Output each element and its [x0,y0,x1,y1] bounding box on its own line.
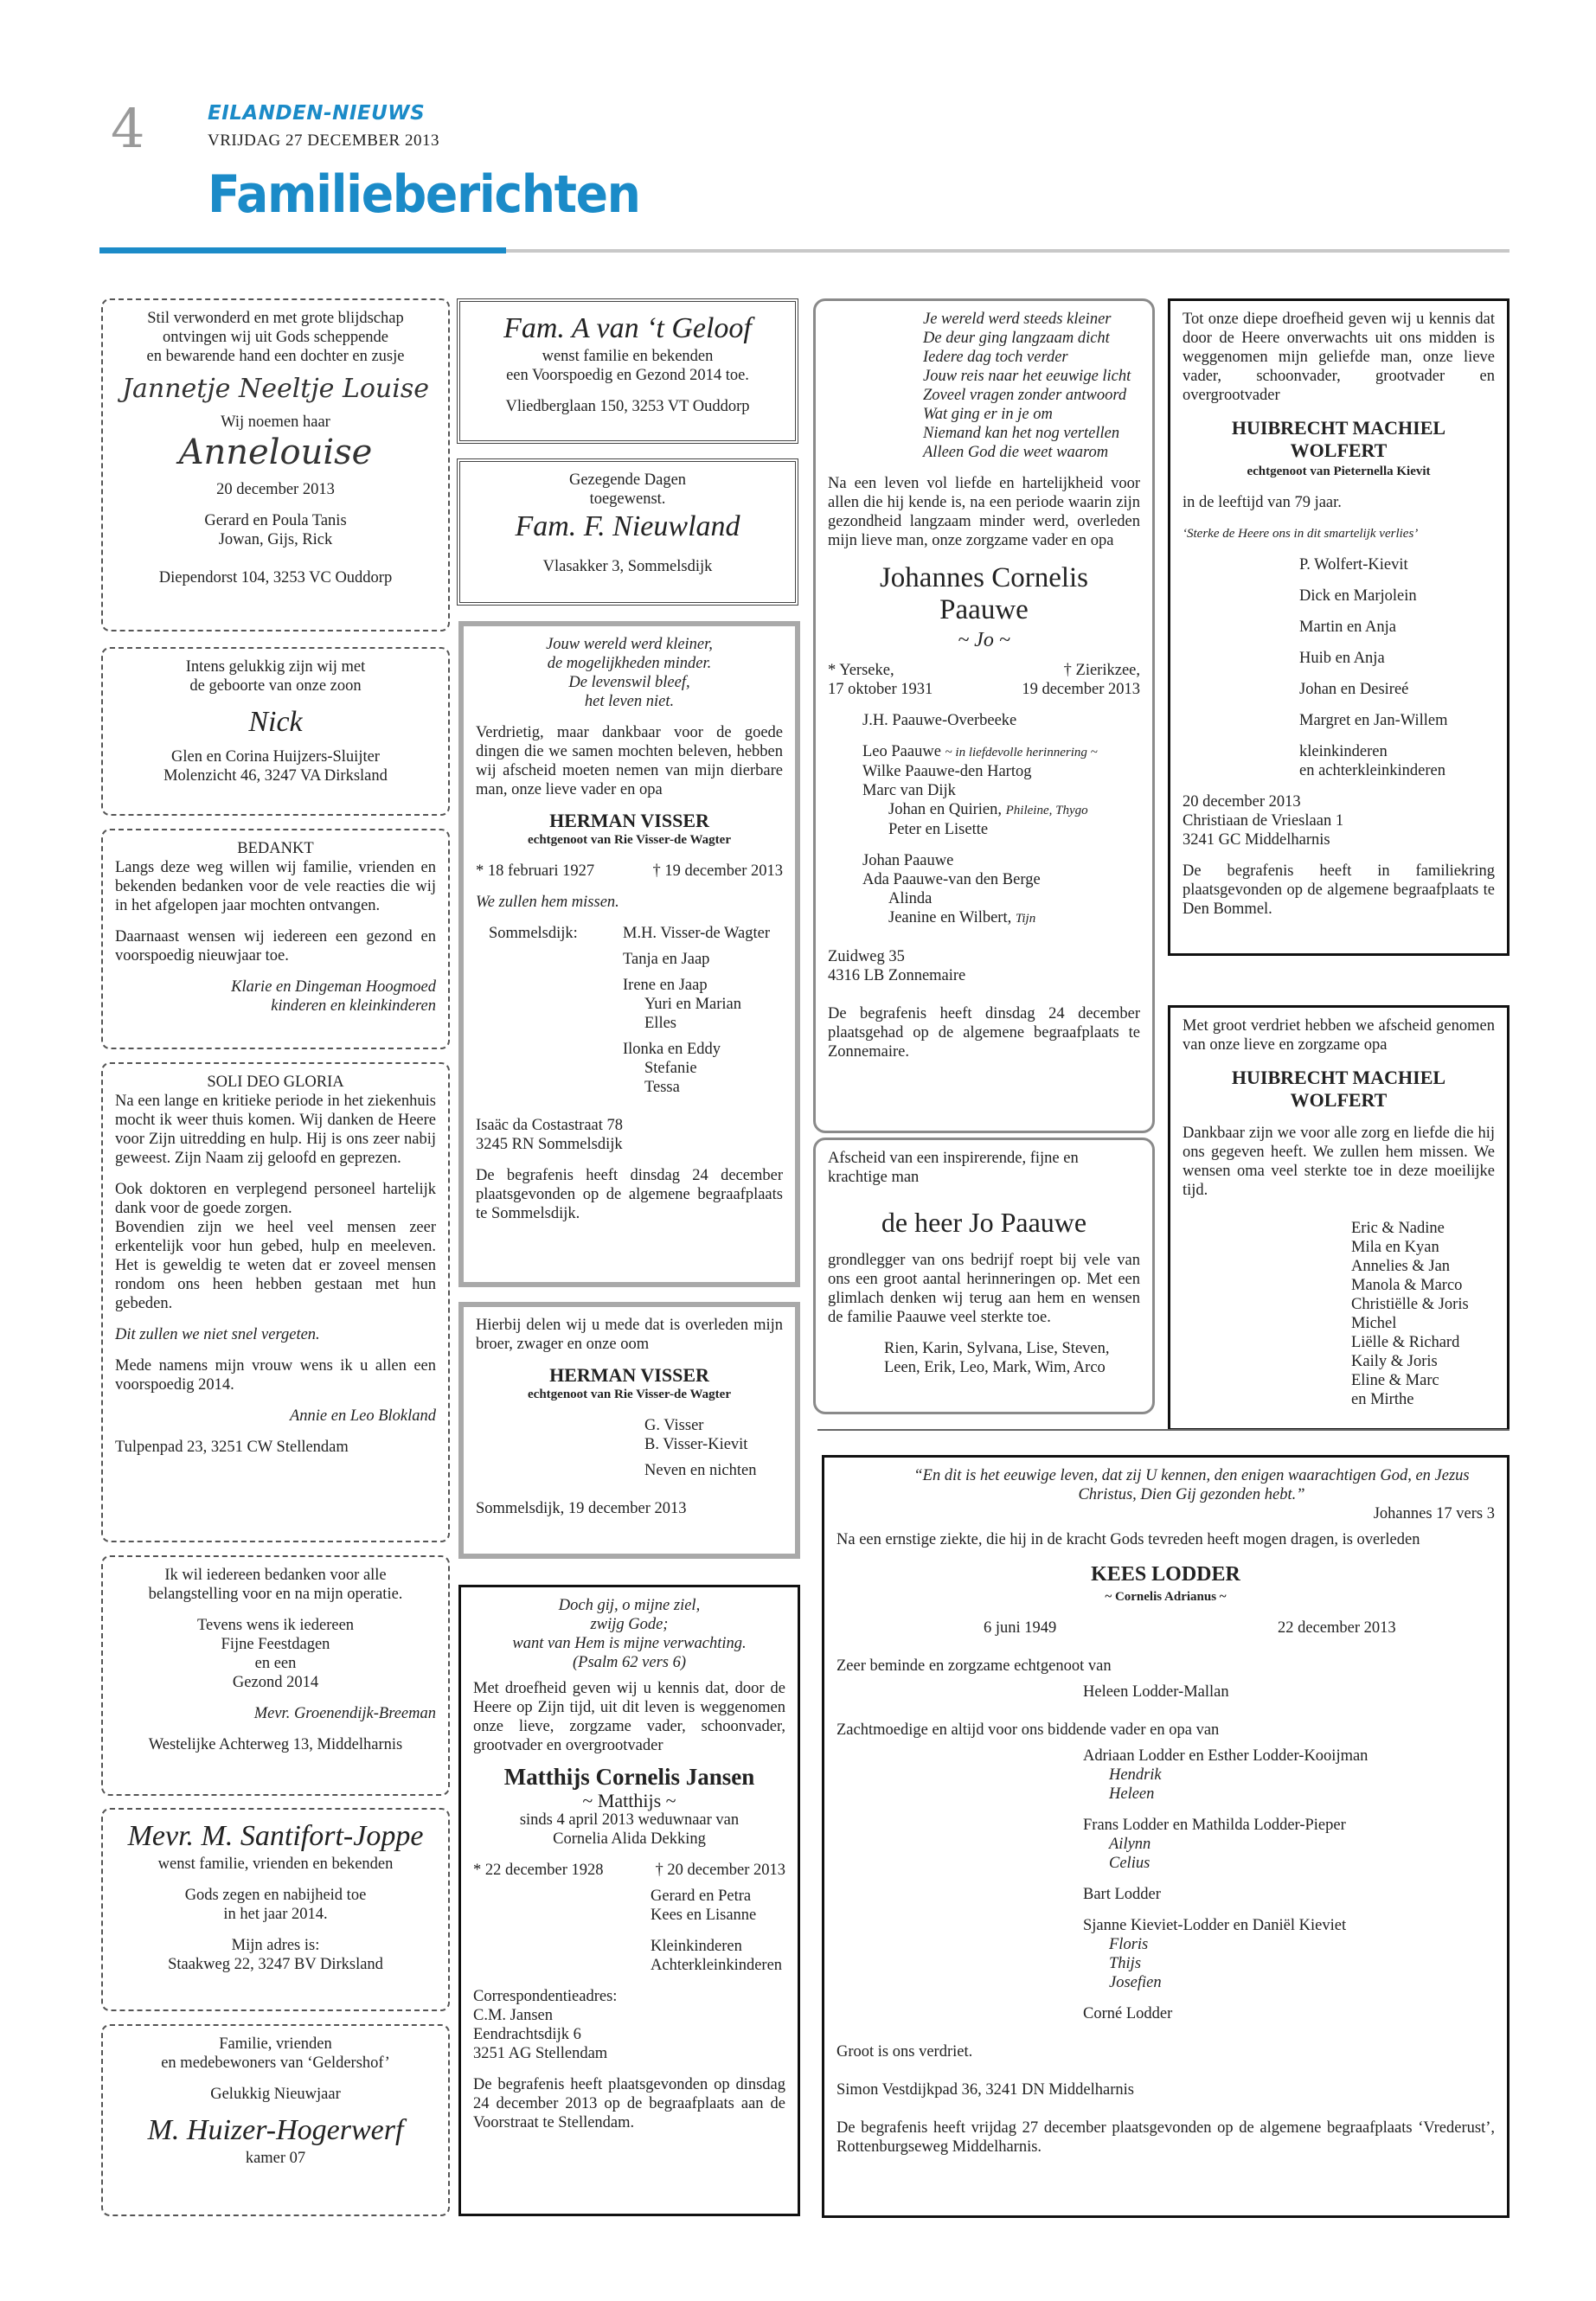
siblings: Jowan, Gijs, Rick [218,531,333,548]
sender-name: Fam. F. Nieuwland [515,510,740,542]
address: Westelijke Achterweg 13, Middelharnis [148,1736,403,1753]
family-member: Adriaan Lodder en Esther Lodder-Kooijman [1083,1747,1368,1765]
poem-line: De deur ging langzaam dicht [923,330,1110,347]
deceased-name: de heer Jo Paauwe [881,1207,1087,1238]
grandchild-name: Hendrik [1109,1766,1162,1784]
address: Tulpenpad 23, 3251 CW Stellendam [115,1439,349,1456]
text-line: Ik wil iedereen bedanken voor alle [164,1567,387,1584]
birth-notice-tanis [101,298,450,631]
grandchild-name: Celius [1109,1855,1151,1872]
grandchild-name: Michel [1351,1315,1397,1332]
signatories: Rien, Karin, Sylvana, Lise, Steven, [884,1340,1110,1357]
thanks-notice-groenendijk [101,1555,450,1796]
intro-line: de geboorte van onze zoon [189,677,362,695]
address: 4316 LB Zonnemaire [828,967,966,984]
address: Staakweg 22, 3247 BV Dirksland [168,1956,383,1973]
text-line: Tevens wens ik iedereen [196,1617,355,1634]
parents: Gerard en Poula Tanis [204,512,347,529]
text-line: Groot is ons verdriet. [836,2043,973,2061]
text-line: een Voorspoedig en Gezond 2014 toe. [506,367,749,384]
address: 3245 RN Sommelsdijk [476,1136,623,1153]
address: 3241 GC Middelharnis [1183,831,1330,849]
grandchild-name: Christiëlle & Joris [1351,1296,1469,1313]
grandchild-name: Thijs [1109,1955,1142,1972]
family-member: Ada Paauwe-van den Berge [862,871,1041,888]
text-line: Zachtmoedige en altijd voor ons biddende vader en opa van [836,1721,1220,1739]
text-line: sinds 4 april 2013 weduwnaar van [519,1811,740,1829]
intro: Met droefheid geven wij u kennis dat, door de Heere op Zijn tijd, uit dit leven is weggenomen onze lieve, zorgzame vader, schoonvader, grootvader en overgrootvader [473,1680,785,1754]
newspaper-logo: EILANDEN-NIEUWS [208,102,426,125]
birth-date: * 22 december 1928 [473,1862,604,1879]
signature: Annie en Leo Blokland [289,1407,436,1425]
poem-line: Iedere dag toch verder [923,349,1068,366]
text-line: Gezegende Dagen [568,471,687,489]
column-divider [817,1429,1509,1431]
grandchild-name: Josefien [1109,1974,1162,1991]
poem-line: want van Hem is mijne verwachting. [512,1635,747,1652]
obituary-visser-family [458,621,800,1287]
place: Sommelsdijk: [489,925,578,942]
text-line: Gelukkig Nieuwjaar [210,2086,341,2103]
obituary-visser-siblings [458,1302,800,1559]
address: Zuidweg 35 [828,948,905,965]
call-name: ~ Jo ~ [958,629,1010,651]
thanks-notice-hoogmoed [101,829,450,1049]
spouse-line: echtgenoot van Pieternella Kievit [1247,465,1431,478]
paragraph: Langs deze weg willen wij familie, vrienden en bekenden bedanken voor de vele reacties die wij in het afgelopen jaar mochten ontvangen. [115,859,436,914]
grandchild-name: Liëlle & Richard [1351,1334,1460,1351]
deceased-name: Paauwe [939,594,1029,625]
deceased-name: HERMAN VISSER [549,1364,709,1386]
family-member: Frans Lodder en Mathilda Lodder-Pieper [1083,1817,1346,1834]
notice-title: SOLI DEO GLORIA [207,1074,344,1091]
signatories: Leen, Erik, Leo, Mark, Wim, Arco [884,1359,1106,1376]
spouse-line: echtgenoot van Rie Visser-de Wagter [528,833,731,847]
death-place: † Zierikzee, [1063,662,1140,679]
deceased-name: HERMAN VISSER [549,810,709,831]
death-date: † 19 december 2013 [652,862,783,880]
poem-line: Jouw wereld werd kleiner, [546,636,713,653]
grandchild-name: Ailynn [1109,1836,1151,1853]
paragraph: Daarnaast wensen wij iedereen een gezond en voorspoedig nieuwjaar toe. [115,928,436,965]
sender-name: Mevr. M. Santifort-Joppe [127,1820,424,1852]
family-member: en achterkleinkinderen [1299,762,1445,779]
birth-date: 20 december 2013 [216,481,335,498]
family-member: G. Visser [644,1417,704,1434]
spouse-name: Heleen Lodder-Mallan [1083,1683,1229,1701]
page-number: 4 [111,97,145,160]
intro: Na een ernstige ziekte, die hij in de kracht Gods tevreden heeft mogen dragen, is overleden [836,1531,1420,1548]
intro: Afscheid van een inspirerende, fijne en krachtige man [828,1150,1079,1186]
grandchild-name: Eric & Nadine [1351,1220,1445,1237]
birth-date: 17 oktober 1931 [828,681,933,698]
sender-name: M. Huizer-Hogerwerf [147,2114,404,2146]
poem-line: Je wereld werd steeds kleiner [923,311,1112,328]
family-member: Wilke Paauwe-den Hartog [862,763,1032,780]
address: Molenzicht 46, 3247 VA Dirksland [163,767,388,785]
bible-reference: Johannes 17 vers 3 [1373,1505,1495,1522]
child-name: Nick [248,706,303,738]
grandchild-name: Mila en Kyan [1351,1239,1439,1256]
family-member: Neven en nichten [644,1462,757,1479]
signature: kinderen en kleinkinderen [271,997,436,1015]
header-rule [506,249,1509,253]
header-rule-accent [99,247,506,253]
grandchild-name: Floris [1109,1936,1149,1953]
address: Isaäc da Costastraat 78 [476,1117,624,1134]
family-member: Elles [644,1015,676,1032]
family-member: Johan en Quirien, [888,801,1003,818]
section-title: Familieberichten [208,164,640,225]
text-line: Fijne Feestdagen [221,1636,330,1653]
address: Christiaan de Vrieslaan 1 [1183,812,1344,830]
obituary-lodder [822,1455,1509,2218]
death-date: 22 december 2013 [1278,1619,1396,1637]
obituary-jansen [458,1585,800,2216]
address: Simon Vestdijkpad 36, 3241 DN Middelharnis [836,2081,1134,2099]
family-member: P. Wolfert-Kievit [1299,556,1408,574]
full-name: Jannetje Neeltje Louise [121,374,429,404]
family-member: Sjanne Kieviet-Lodder en Daniël Kieviet [1083,1917,1347,1934]
funeral-info: De begrafenis heeft dinsdag 24 december plaatsgehad op de algemene begraafplaats te Zonnemaire. [828,1005,1140,1061]
poem-line: Zoveel vragen zonder antwoord [923,387,1127,404]
deceased-name: Johannes Cornelis [879,562,1089,593]
paragraph: Ook doktoren en verplegend personeel hartelijk dank voor de goede zorgen. [115,1181,436,1217]
intro: Tot onze diepe droefheid geven wij u kennis dat door de Heere onverwachts uit ons midden is weggenomen mijn geliefde man, onze lieve vader, schoonvader, grootvader en overgrootvader [1183,311,1495,404]
family-member: Kees en Lisanne [651,1907,757,1924]
remembrance: ~ in liefdevolle herinnering ~ [945,746,1098,760]
family-member: Dick en Marjolein [1299,587,1417,605]
family-member: Achterkleinkinderen [651,1957,783,1974]
family-member: Tanja en Jaap [623,951,710,968]
deceased-name: HUIBRECHT MACHIEL [1231,417,1446,439]
death-date: 19 december 2013 [1022,681,1140,698]
address: Vliedberglaan 150, 3253 VT Ouddorp [505,398,750,415]
address: 3251 AG Stellendam [473,2045,608,2062]
intro-line: Intens gelukkig zijn wij met [185,658,366,676]
text-line: en een [254,1655,297,1672]
family-member: M.H. Visser-de Wagter [623,925,771,942]
funeral-info: De begrafenis heeft dinsdag 24 december plaatsgevonden op de algemene begraafplaats te Sommelsdijk. [476,1167,783,1222]
death-date: † 20 december 2013 [655,1862,785,1879]
family-member: Huib en Anja [1299,650,1385,667]
grandchild-name: Heleen [1109,1785,1155,1803]
text-line: Cornelia Alida Dekking [553,1830,706,1848]
bible-quote: “En dit is het eeuwige leven, dat zij U kennen, den enigen waarachtigen God, en Jezus Christus, Dien Gij gezonden hebt.” [913,1467,1470,1503]
poem-line: Wat ging er in je om [923,406,1053,423]
family-member: Yuri en Marian [644,996,741,1013]
address: Eendrachtsdijk 6 [473,2026,581,2043]
family-member: Corné Lodder [1083,2005,1173,2022]
intro-line: en bewarende hand een dochter en zusje [146,348,405,365]
family-member: J.H. Paauwe-Overbeeke [862,712,1017,729]
grandchildren: Phileine, Thygo [1005,804,1088,817]
notice-title: BEDANKT [237,840,314,857]
family-member: Marc van Dijk [862,782,956,799]
birth-date: * 18 februari 1927 [476,862,595,880]
correspondence-name: C.M. Jansen [473,2007,553,2024]
intro: Hierbij delen wij u mede dat is overleden mijn broer, zwager en onze oom [476,1317,783,1353]
age: in de leeftijd van 79 jaar. [1183,494,1342,511]
family-member: Ilonka en Eddy [623,1041,721,1058]
family-member: Tessa [644,1079,680,1096]
parents: Glen en Corina Huijzers-Sluijter [171,748,380,766]
intro-line: Stil verwonderd en met grote blijdschap [147,310,404,327]
family-member: Alinda [888,890,933,907]
obituary-wolfert-family [1168,298,1509,956]
text-line: Mijn adres is: [231,1937,320,1954]
paragraph: grondlegger van ons bedrijf roept bij vele van ons een groot aantal herinneringen op. Met een glimlach denken wij terug aan hem en wensen de familie Paauwe veel sterkte toe. [828,1252,1140,1326]
deceased-name: HUIBRECHT MACHIEL [1231,1067,1446,1088]
family-member: kleinkinderen [1299,743,1388,760]
text-line: We zullen hem missen. [476,894,619,911]
sender-name: Fam. A van ‘t Geloof [503,312,752,344]
grandchildren: Tijn [1015,912,1036,926]
family-member: Gerard en Petra [651,1888,752,1905]
family-member: B. Visser-Kievit [644,1436,748,1453]
grandchild-name: Eline & Marc [1351,1372,1439,1389]
text-line: wenst familie en bekenden [542,348,714,365]
paragraph: Na een lange en kritieke periode in het ziekenhuis mocht ik weer thuis komen. Wij danken de Heere voor Zijn uitredding en hulp. Hij is ons zeer nabij geweest. Zijn Naam zij geloofd en geprezen. [115,1093,436,1167]
text-line: wenst familie, vrienden en bekenden [157,1856,394,1873]
deceased-name: WOLFERT [1290,439,1388,461]
thanks-notice-blokland [101,1062,450,1542]
intro: Verdrietig, maar dankbaar voor de goede dingen die we samen mochten beleven, hebben wij afscheid moeten nemen van mijn dierbare man, onze lieve vader en opa [476,724,783,798]
poem-line: Niemand kan het nog vertellen [923,425,1120,442]
family-member: Johan en Desireé [1299,681,1409,698]
text-line: Zeer beminde en zorgzame echtgenoot van [836,1657,1112,1675]
family-member: Johan Paauwe [862,852,954,869]
family-member: Jeanine en Wilbert, [888,909,1012,926]
family-member: Leo Paauwe [862,743,941,760]
poem-line: Jouw reis naar het eeuwige licht [923,368,1131,385]
signature: Mevr. Groenendijk-Breeman [253,1705,436,1722]
funeral-info: De begrafenis heeft vrijdag 27 december plaatsgevonden op de algemene begraafplaats ‘Vrederust’, Rottenburgseweg Middelharnis. [836,2119,1495,2156]
grandchild-name: Kaily & Joris [1351,1353,1438,1370]
call-text: Wij noemen haar [221,413,330,431]
address: Vlasakker 3, Sommelsdijk [542,558,713,575]
text-line: toegewenst. [589,490,666,508]
obituary-wolfert-grandchildren [1168,1005,1509,1431]
correspondence-label: Correspondentieadres: [473,1988,618,2005]
intro: Na een leven vol liefde en hartelijkheid voor allen die hij kende is, na een periode waarin zijn gezondheid langzaam minder werd, overleden mijn lieve man, onze zorgzame vader en opa [828,475,1140,549]
text-line: in het jaar 2014. [223,1906,328,1923]
address: Diependorst 104, 3253 VC Ouddorp [158,569,393,586]
funeral-info: De begrafenis heeft in familiekring plaatsgevonden op de algemene begraafplaats te Den Bommel. [1183,862,1495,918]
birth-place: * Yerseke, [828,662,894,679]
paragraph: Dankbaar zijn we voor alle zorg en liefde die hij ons gegeven heeft. We zullen hem missen. We wensen oma veel sterkte toe in deze moeilijke tijd. [1183,1125,1495,1199]
poem-line: Doch gij, o mijne ziel, [558,1597,701,1614]
greeting-nieuwland [457,458,798,606]
poem-line: De levenswil bleef, [568,674,690,691]
birth-date: 6 juni 1949 [984,1619,1057,1637]
call-name: ~ Matthijs ~ [582,1790,676,1811]
poem-line: het leven niet. [584,693,675,710]
obituary-paauwe-company [813,1138,1155,1414]
text-line: Gezond 2014 [232,1674,319,1691]
funeral-info: De begrafenis heeft plaatsgevonden op dinsdag 24 december 2013 op de begraafplaats aan de Voorstraat te Stellendam. [473,2076,785,2131]
obituary-paauwe-family [813,298,1155,1133]
deceased-name: KEES LODDER [1091,1563,1240,1586]
family-member: Bart Lodder [1083,1886,1161,1903]
paragraph: Mede namens mijn vrouw wens ik u allen een voorspoedig 2014. [115,1357,436,1394]
text-line: belangstelling voor en na mijn operatie. [148,1586,403,1603]
call-name: Annelouise [178,433,373,472]
quote: ‘Sterke de Heere ons in dit smartelijk verlies’ [1183,527,1419,541]
deceased-name: Matthijs Cornelis Jansen [503,1764,755,1790]
text-line: en medebewoners van ‘Geldershof’ [161,2054,390,2072]
family-member: Kleinkinderen [651,1938,742,1955]
grandchild-name: en Mirthe [1351,1391,1414,1408]
grandchild-name: Manola & Marco [1351,1277,1463,1294]
paragraph: Dit zullen we niet snel vergeten. [115,1326,320,1343]
family-member: Martin en Anja [1299,619,1397,636]
family-member: Peter en Lisette [888,821,989,838]
greeting-huizer [101,2024,450,2216]
birth-notice-nick [101,647,450,816]
family-member: Stefanie [644,1060,697,1077]
text-line: Gods zegen en nabijheid toe [184,1887,367,1904]
family-member: Margret en Jan-Willem [1299,712,1448,729]
grandchild-name: Annelies & Jan [1351,1258,1451,1275]
issue-date: VRIJDAG 27 DECEMBER 2013 [208,131,439,150]
full-name: ~ Cornelis Adrianus ~ [1105,1590,1227,1604]
place-date: Sommelsdijk, 19 december 2013 [476,1500,687,1517]
poem-line: de mogelijkheden minder. [547,655,712,672]
greeting-santifort [101,1808,450,2011]
spouse-line: echtgenoot van Rie Visser-de Wagter [528,1388,731,1401]
poem-line: (Psalm 62 vers 6) [572,1654,687,1671]
deceased-name: WOLFERT [1290,1089,1388,1111]
intro-line: ontvingen wij uit Gods scheppende [162,329,388,346]
signature: Klarie en Dingeman Hoogmoed [231,978,436,996]
intro: Met groot verdriet hebben we afscheid genomen van onze lieve en zorgzame opa [1183,1017,1495,1054]
family-member: Irene en Jaap [623,977,708,994]
paragraph: Bovendien zijn we heel veel mensen zeer erkentelijk voor hun gebed, hulp en meeleven. Het is geweldig te weten dat er zoveel mensen rondom ons heen hebben gestaan met hun gebeden. [115,1219,436,1312]
poem-line: Alleen God die weet waarom [923,444,1109,461]
place-date: 20 december 2013 [1183,793,1301,811]
text-line: kamer 07 [245,2150,306,2167]
greeting-van-t-geloof [457,298,798,444]
text-line: Familie, vrienden [219,2035,332,2053]
poem-line: zwijg Gode; [590,1616,669,1633]
